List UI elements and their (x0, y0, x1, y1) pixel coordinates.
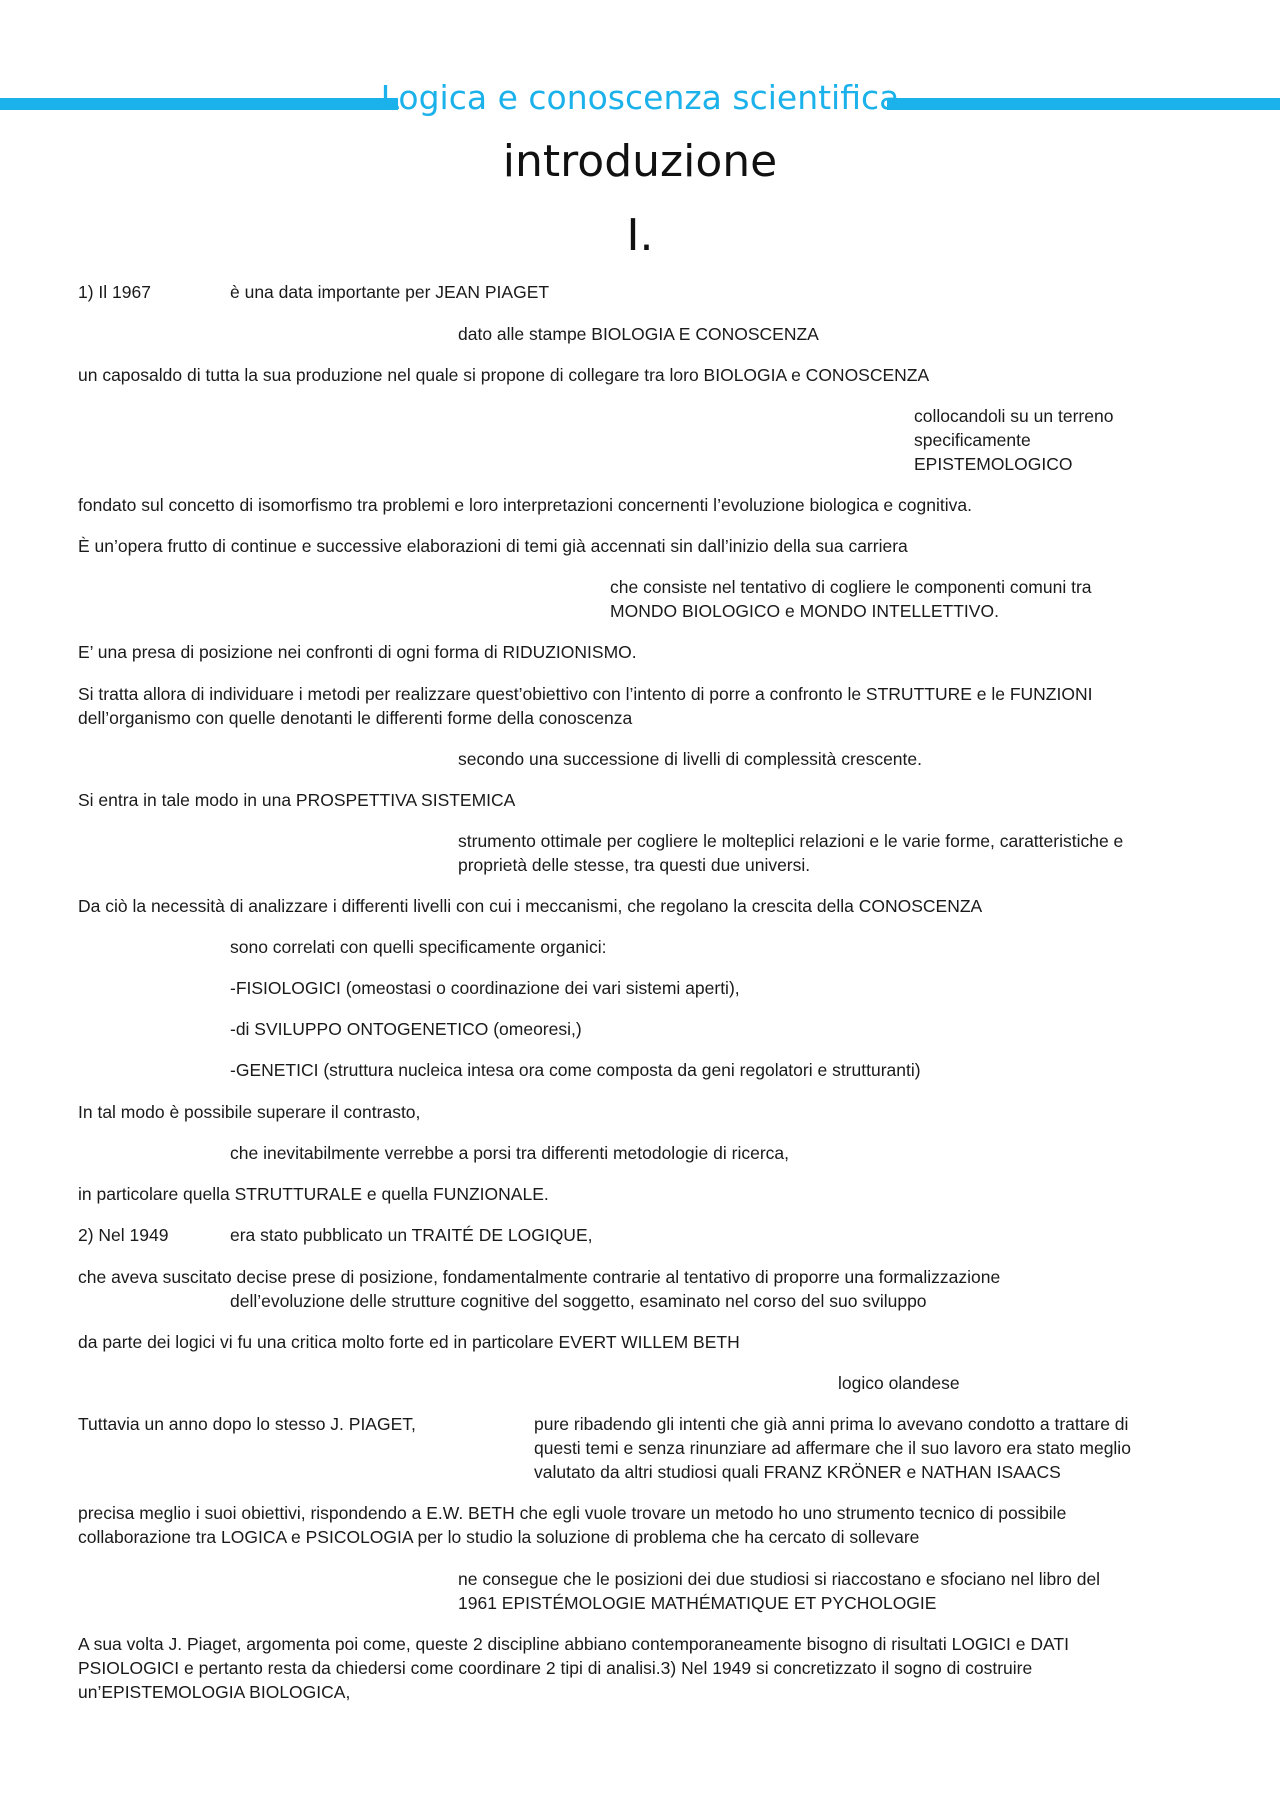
paragraph-text: era stato pubblicato un TRAITÉ DE LOGIQUE, (230, 1225, 593, 1245)
paragraph-text: un caposaldo di tutta la sua produzione nel quale si propone di collegare tra loro BIOLOGIA e CONOSCENZA (78, 365, 930, 385)
paragraph-text: 2) Nel 1949 (78, 1225, 169, 1245)
list-item: -FISIOLOGICI (omeostasi o coordinazione dei vari sistemi aperti), (230, 978, 740, 998)
paragraph-text: proprietà delle stesse, tra questi due universi. (458, 855, 811, 875)
paragraph-text: che inevitabilmente verrebbe a porsi tra differenti metodologie di ricerca, (230, 1143, 790, 1163)
paragraph-text: A sua volta J. Piaget, argomenta poi come, queste 2 discipline abbiano contemporaneamente bisogno di risultati LOGICI e DATI (78, 1634, 1069, 1654)
paragraph-text: Da ciò la necessità di analizzare i differenti livelli con cui i meccanismi, che regolano la crescita della CONOSCENZA (78, 896, 983, 916)
paragraph-text: dell’evoluzione delle strutture cognitive del soggetto, esaminato nel corso del suo sviluppo (230, 1291, 927, 1311)
paragraph-text: collaborazione tra LOGICA e PSICOLOGIA per lo studio la soluzione di problema che ha cercato di sollevare (78, 1527, 920, 1547)
list-item: -di SVILUPPO ONTOGENETICO (omeoresi,) (230, 1019, 582, 1039)
paragraph-text: ne consegue che le posizioni dei due studiosi si riaccostano e sfociano nel libro del (458, 1569, 1101, 1589)
paragraph-text: 1961 EPISTÉMOLOGIE MATHÉMATIQUE ET PYCHOLOGIE (458, 1593, 937, 1613)
paragraph-text: collocandoli su un terreno (914, 406, 1114, 426)
paragraph-text: Si entra in tale modo in una PROSPETTIVA SISTEMICA (78, 790, 516, 810)
list-intro: sono correlati con quelli specificamente organici: (230, 937, 607, 957)
paragraph-text: che aveva suscitato decise prese di posizione, fondamentalmente contrarie al tentativo di proporre una formalizzazione (78, 1267, 1001, 1287)
paragraph-text: che consiste nel tentativo di cogliere le componenti comuni tra (610, 577, 1092, 597)
paragraph-text: strumento ottimale per cogliere le molteplici relazioni e le varie forme, caratteristiche e (458, 831, 1124, 851)
paragraph-text: fondato sul concetto di isomorfismo tra problemi e loro interpretazioni concernenti l’evoluzione biologica e cognitiva. (78, 495, 972, 515)
paragraph-text: questi temi e senza rinunziare ad affermare che il suo lavoro era stato meglio (534, 1438, 1131, 1458)
paragraph-text: dato alle stampe BIOLOGIA E CONOSCENZA (458, 324, 819, 344)
paragraph-text: è una data importante per JEAN PIAGET (230, 282, 550, 302)
list-item: -GENETICI (struttura nucleica intesa ora come composta da geni regolatori e strutturanti) (230, 1060, 921, 1080)
page-title: introduzione (502, 136, 778, 187)
paragraph-text: valutato da altri studiosi quali FRANZ KRÖNER e NATHAN ISAACS (534, 1462, 1061, 1482)
paragraph-text: E’ una presa di posizione nei confronti di ogni forma di RIDUZIONISMO. (78, 642, 637, 662)
paragraph-text: pure ribadendo gli intenti che già anni prima lo avevano condotto a trattare di (534, 1414, 1129, 1434)
header-title: Logica e conoscenza scientifica (380, 78, 900, 117)
paragraph-text: in particolare quella STRUTTURALE e quella FUNZIONALE. (78, 1184, 549, 1204)
paragraph-text: È un’opera frutto di continue e successive elaborazioni di temi già accennati sin dall’inizio della sua carriera (78, 536, 908, 556)
paragraph-text: In tal modo è possibile superare il contrasto, (78, 1102, 421, 1122)
paragraph-text: un’EPISTEMOLOGIA BIOLOGICA, (78, 1682, 351, 1702)
paragraph-text: logico olandese (838, 1373, 960, 1393)
paragraph-text: precisa meglio i suoi obiettivi, rispondendo a E.W. BETH che egli vuole trovare un metodo ho uno strumento tecnico di possibile (78, 1503, 1067, 1523)
paragraph-text: EPISTEMOLOGICO (914, 454, 1073, 474)
paragraph-text: PSIOLOGICI e pertanto resta da chiedersi come coordinare 2 tipi di analisi.3) Nel 1949 si concretizzato il sogno di costruire (78, 1658, 1033, 1678)
paragraph-text: Tuttavia un anno dopo lo stesso J. PIAGET, (78, 1414, 416, 1434)
paragraph-text: dell’organismo con quelle denotanti le differenti forme della conoscenza (78, 708, 633, 728)
section-number: I. (626, 210, 654, 261)
paragraph-text: 1) Il 1967 (78, 282, 151, 302)
paragraph-text: MONDO BIOLOGICO e MONDO INTELLETTIVO. (610, 601, 999, 621)
paragraph-text: secondo una successione di livelli di complessità crescente. (458, 749, 922, 769)
paragraph-text: da parte dei logici vi fu una critica molto forte ed in particolare EVERT WILLEM BETH (78, 1332, 740, 1352)
paragraph-text: specificamente (914, 430, 1031, 450)
paragraph-text: Si tratta allora di individuare i metodi per realizzare quest’obiettivo con l’intento di porre a confronto le STRUTTURE e le FUNZIONI (78, 684, 1093, 704)
